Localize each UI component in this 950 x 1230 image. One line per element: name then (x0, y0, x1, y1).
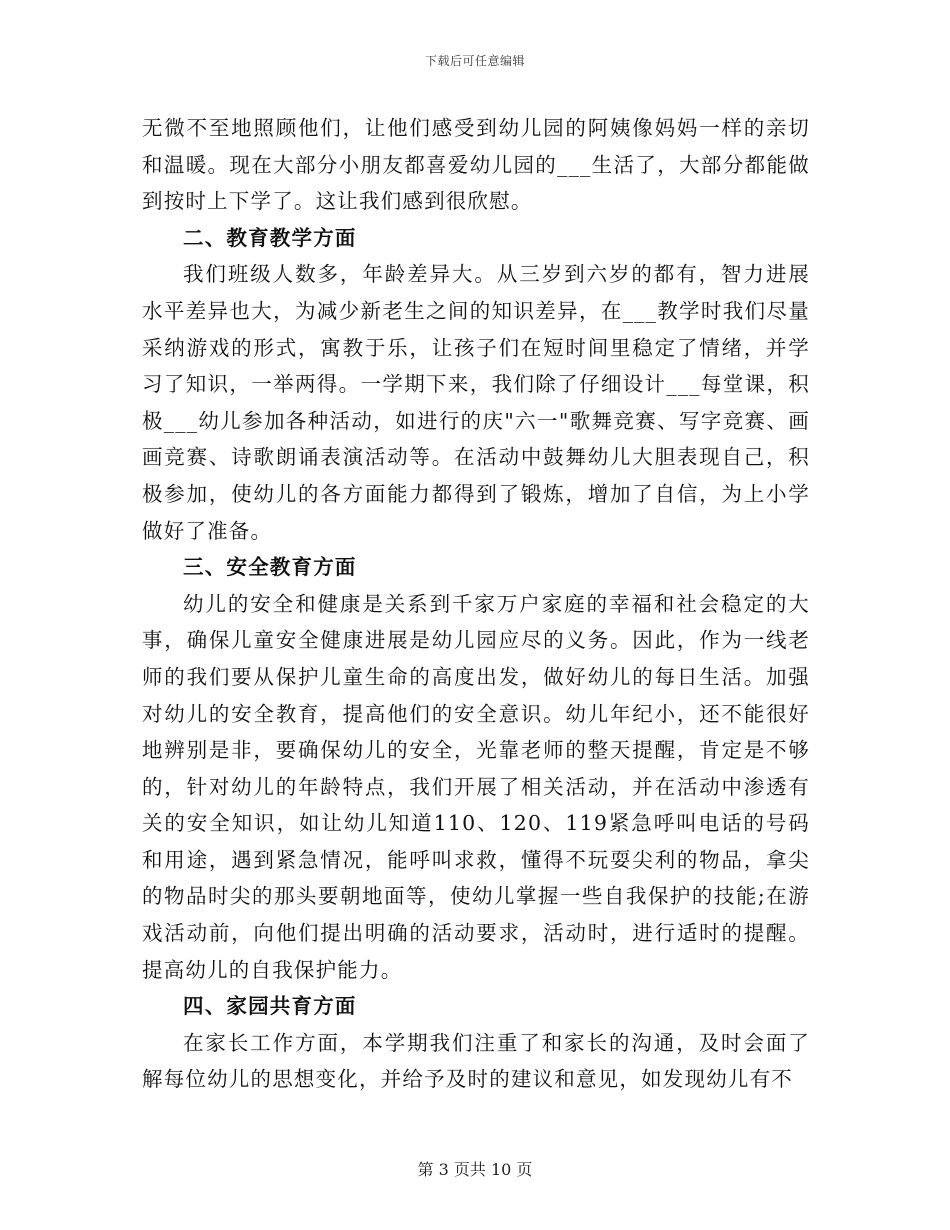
document-body (142, 110, 810, 1098)
page-number-footer: 第 3 页共 10 页 (417, 1160, 533, 1179)
section-heading-teaching: 二、教育教学方面 (183, 225, 357, 250)
paragraph-teaching: 我们班级人数多，年龄差异大。从三岁到六岁的都有，智力进展水平差异也大，为减少新老生之间的知识差异，在___教学时我们尽量采纳游戏的形式，寓教于乐，让孩子们在短时间里稳定了情绪，并学习了知识，一举两得。一学期下来，我们除了仔细设计___每堂课，积极___幼儿参加各种活动，如进行的庆"六一"歌舞竞赛、写字竞赛、画画竞赛、诗歌朗诵表演活动等。在活动中鼓舞幼儿大胆表现自己，积极参加，使幼儿的各方面能力都得到了锻炼，增加了自信，为上小学做好了准备。 (142, 262, 810, 543)
paragraph-continuation: 无微不至地照顾他们，让他们感受到幼儿园的阿姨像妈妈一样的亲切和温暖。现在大部分小朋友都喜爱幼儿园的___生活了，大部分都能做到按时上下学了。这让我们感到很欣慰。 (142, 116, 810, 214)
section-heading-safety: 三、安全教育方面 (183, 555, 357, 580)
paragraph-safety: 幼儿的安全和健康是关系到千家万户家庭的幸福和社会稳定的大事，确保儿童安全健康进展是幼儿园应尽的义务。因此，作为一线老师的我们要从保护儿童生命的高度出发，做好幼儿的每日生活。加强对幼儿的安全教育，提高他们的安全意识。幼儿年纪小，还不能很好地辨别是非，要确保幼儿的安全，光靠老师的整天提醒，肯定是不够的，针对幼儿的年龄特点，我们开展了相关活动，并在活动中渗透有关的安全知识，如让幼儿知道110、120、119紧急呼叫电话的号码和用途，遇到紧急情况，能呼叫求救，懂得不玩耍尖利的物品，拿尖的物品时尖的那头要朝地面等，使幼儿掌握一些自我保护的技能;在游戏活动前，向他们提出明确的活动要求，活动时，进行适时的提醒。提高幼儿的自我保护能力。 (142, 591, 810, 982)
section-heading-home-school: 四、家园共育方面 (183, 994, 357, 1019)
paragraph-home-school: 在家长工作方面，本学期我们注重了和家长的沟通，及时会面了解每位幼儿的思想变化，并给予及时的建议和意见，如发现幼儿有不 (142, 1030, 810, 1092)
page-header: 下载后可任意编辑 (424, 54, 525, 68)
